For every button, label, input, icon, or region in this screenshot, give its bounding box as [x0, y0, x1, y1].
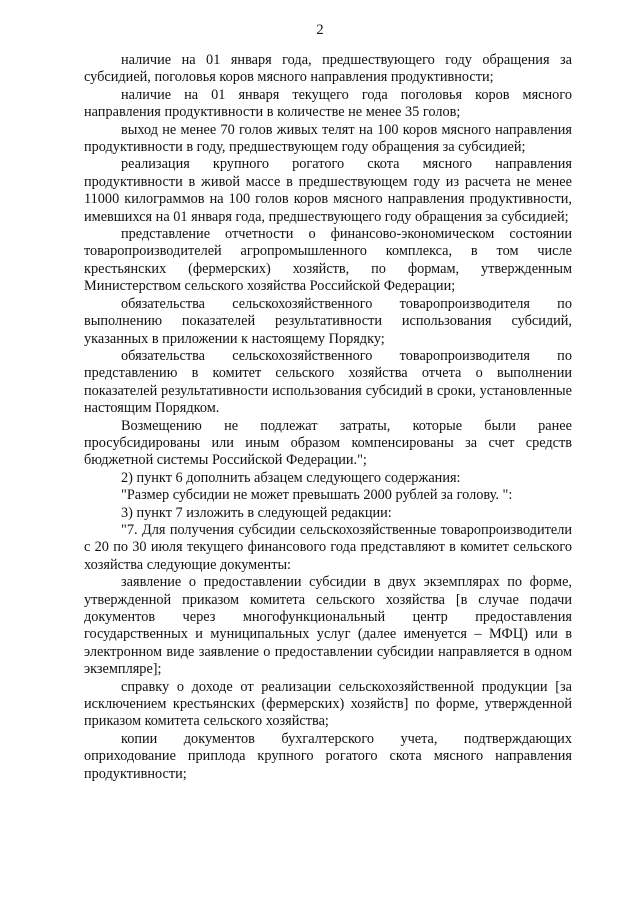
- page-number: 2: [316, 22, 324, 38]
- paragraph-obligation-indicators: обязательства сельскохозяйственного товаропроизводителя по выполнению показателей результативности использования субсидий, указанных в приложении к настоящему Порядку;: [84, 295, 572, 347]
- document-body: [84, 52, 572, 783]
- paragraph-obligation-report: обязательства сельскохозяйственного товаропроизводителя по представлению в комитет сельского хозяйства отчета о выполнении показателей результативности использования субсидий в сроки, установленные настоящим Порядком.: [84, 347, 572, 417]
- paragraph-condition-cows-current-year: наличие на 01 января текущего года поголовья коров мясного направления продуктивности в количестве не менее 35 голов;: [84, 86, 572, 121]
- paragraph-application-document: заявление о предоставлении субсидии в двух экземплярах по форме, утвержденной приказом комитета сельского хозяйства [в случае подачи документов через многофункциональный центр предоставления государственных и муниципальных услуг (далее именуется – МФЦ) или в электронном виде заявление о предоставлении субсидии направляется в одном экземпляре];: [84, 574, 572, 678]
- paragraph-accounting-copies: копии документов бухгалтерского учета, подтверждающих оприходование приплода крупного рогатого скота мясного направления продуктивности;: [84, 730, 572, 782]
- paragraph-item-7-amendment: 3) пункт 7 изложить в следующей редакции:: [121, 504, 392, 521]
- paragraph-condition-cattle-sales: реализация крупного рогатого скота мясного направления продуктивности в живой массе в предшествующем году из расчета не менее 11000 килограммов на 100 голов коров мясного направления продуктивности, имевшихся на 01 января года, предшествующего году обращения за субсидией;: [84, 156, 572, 225]
- paragraph-income-certificate: справку о доходе от реализации сельскохозяйственной продукции [за исключением крестьянских (фермерских) хозяйств] по форме, утвержденной приказом комитета сельского хозяйства;: [84, 678, 572, 730]
- paragraph-subsidy-limit: "Размер субсидии не может превышать 2000 рублей за голову. ":: [121, 487, 513, 504]
- paragraph-item-6-amendment: 2) пункт 6 дополнить абзацем следующего содержания:: [121, 469, 461, 486]
- paragraph-condition-cows-previous-year: наличие на 01 января года, предшествующего году обращения за субсидией, поголовья коров мясного направления продуктивности;: [84, 52, 572, 86]
- paragraph-item-7-text: "7. Для получения субсидии сельскохозяйственные товаропроизводители с 20 по 30 июля текущего финансового года представляют в комитет сельского хозяйства следующие документы:: [84, 521, 572, 573]
- paragraph-condition-reporting: представление отчетности о финансово-экономическом состоянии товаропроизводителей агропромышленного комплекса, в том числе крестьянских (фермерских) хозяйств, по формам, утвержденным Министерством сельского хозяйства Российской Федерации;: [84, 226, 572, 295]
- paragraph-non-reimbursable-costs: Возмещению не подлежат затраты, которые были ранее просубсидированы или иным образом компенсированы за счет средств бюджетной системы Российской Федерации.";: [84, 417, 572, 469]
- paragraph-condition-calves-yield: выход не менее 70 голов живых телят на 100 коров мясного направления продуктивности в году, предшествующем году обращения за субсидией;: [84, 121, 572, 156]
